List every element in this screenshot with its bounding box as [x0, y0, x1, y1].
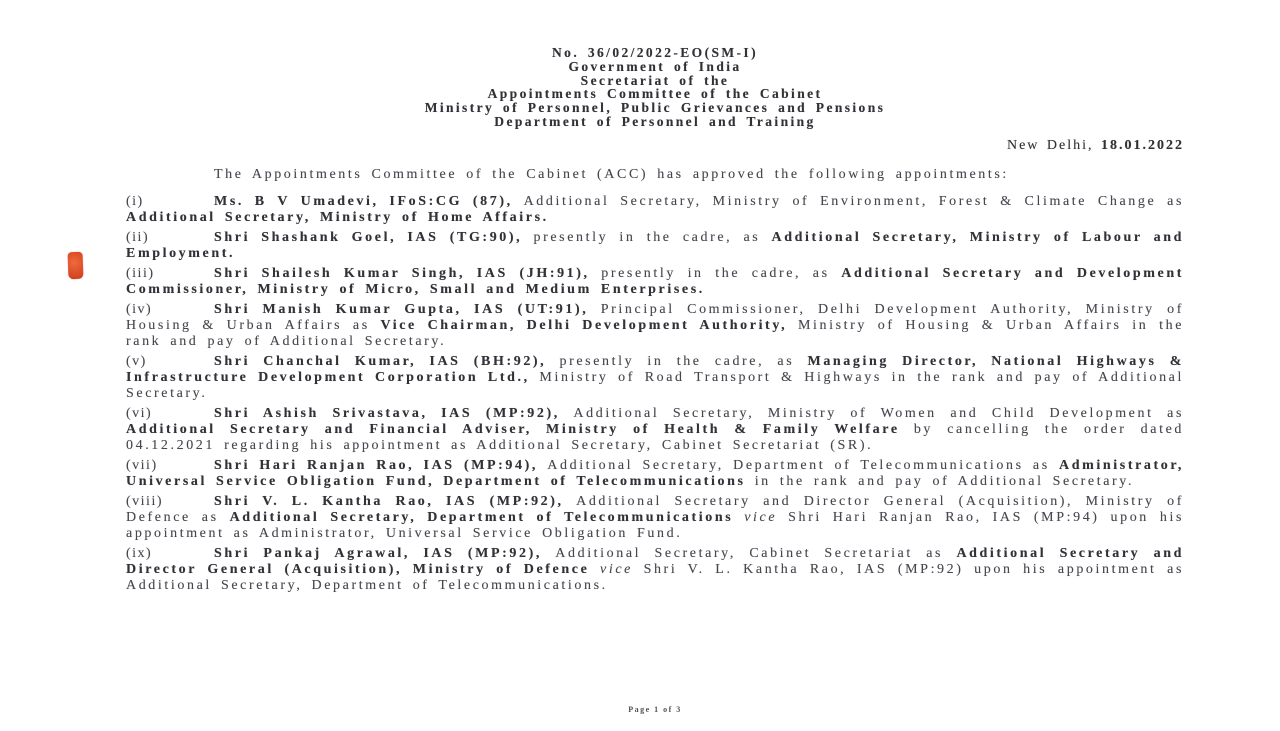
item-number: (ix): [126, 545, 153, 561]
appointment-item-i: [126, 194, 1184, 226]
item-text: Shri Pankaj Agrawal, IAS (MP:92), Additional Secretary, Cabinet Secretariat as Additional Secretary and Director General (Acquisition), Ministry of Defence vice Shri V. L. Kantha Rao, IAS (MP:92) upon his appointment as Additional Secretary, Department of Telecommunications.: [126, 545, 1184, 593]
document-body: [126, 167, 1184, 594]
item-number: (iii): [126, 265, 155, 281]
appointment-item-iii: [126, 266, 1184, 298]
appointment-item-vii: [126, 458, 1184, 490]
item-number: (vi): [126, 405, 153, 421]
letterhead: [126, 46, 1184, 129]
item-text: Shri Shailesh Kumar Singh, IAS (JH:91), presently in the cadre, as Additional Secretary and Development Commissioner, Ministry of Micro, Small and Medium Enterprises.: [126, 265, 1185, 297]
item-text: Shri Hari Ranjan Rao, IAS (MP:94), Additional Secretary, Department of Telecommunications as Administrator, Universal Service Obligation Fund, Department of Telecommunications in the rank and pay of Additional Secretary.: [126, 457, 1184, 489]
dateline: New Delhi, 18.01.2022: [1006, 137, 1184, 153]
item-number: (ii): [126, 229, 150, 245]
orange-annotation-marker: [68, 252, 84, 280]
page-number-footer: Page 1 of 3: [628, 705, 682, 714]
appointment-item-iv: [126, 302, 1184, 350]
letterhead-line-government: Government of India: [568, 58, 742, 74]
item-number: (iv): [126, 301, 153, 317]
item-number: (i): [126, 193, 144, 209]
item-text: Shri Manish Kumar Gupta, IAS (UT:91), Principal Commissioner, Delhi Development Authority, Ministry of Housing & Urban Affairs as Vice Chairman, Delhi Development Authority, Ministry of Housing & Urban Affairs in the rank and pay of Additional Secretary.: [126, 301, 1185, 349]
appointment-item-ix: [126, 546, 1184, 594]
item-text: Ms. B V Umadevi, IFoS:CG (87), Additional Secretary, Ministry of Environment, Forest & Climate Change as Additional Secretary, Ministry of Home Affairs.: [126, 193, 1184, 225]
appointment-item-ii: [126, 230, 1184, 262]
letterhead-line-department: Department of Personnel and Training: [494, 113, 816, 129]
item-text: Shri V. L. Kantha Rao, IAS (MP:92), Additional Secretary and Director General (Acquisition), Ministry of Defence as Additional Secretary, Department of Telecommunications vice Shri Hari Ranjan Rao, IAS (MP:94) upon his appointment as Administrator, Universal Service Obligation Fund.: [126, 493, 1184, 541]
appointment-item-v: [126, 354, 1184, 402]
item-number: (vii): [126, 457, 158, 473]
letterhead-line-ministry: Ministry of Personnel, Public Grievances and Pensions: [424, 100, 886, 116]
letterhead-line-secretariat: Secretariat of the: [580, 72, 730, 88]
appointment-item-vi: [126, 406, 1184, 454]
appointment-item-viii: [126, 494, 1184, 542]
item-number: (v): [126, 353, 147, 369]
reference-number: No. 36/02/2022-EO(SM-I): [552, 45, 758, 60]
item-text: Shri Chanchal Kumar, IAS (BH:92), presently in the cadre, as Managing Director, National Highways & Infrastructure Development Corporation Ltd., Ministry of Road Transport & Highways in the rank and pay of Additional Secretary.: [126, 353, 1184, 401]
item-text: Shri Ashish Srivastava, IAS (MP:92), Additional Secretary, Ministry of Women and Child Development as Additional Secretary and Financial Adviser, Ministry of Health & Family Welfare by cancelling the order dated 04.12.2021 regarding his appointment as Additional Secretary, Cabinet Secretariat (SR).: [126, 405, 1184, 453]
item-number: (viii): [126, 493, 163, 509]
item-text: Shri Shashank Goel, IAS (TG:90), presently in the cadre, as Additional Secretary, Ministry of Labour and Employment.: [126, 229, 1184, 261]
intro-paragraph: The Appointments Committee of the Cabinet (ACC) has approved the following appointments:: [214, 166, 1009, 182]
letterhead-line-committee: Appointments Committee of the Cabinet: [487, 86, 823, 102]
